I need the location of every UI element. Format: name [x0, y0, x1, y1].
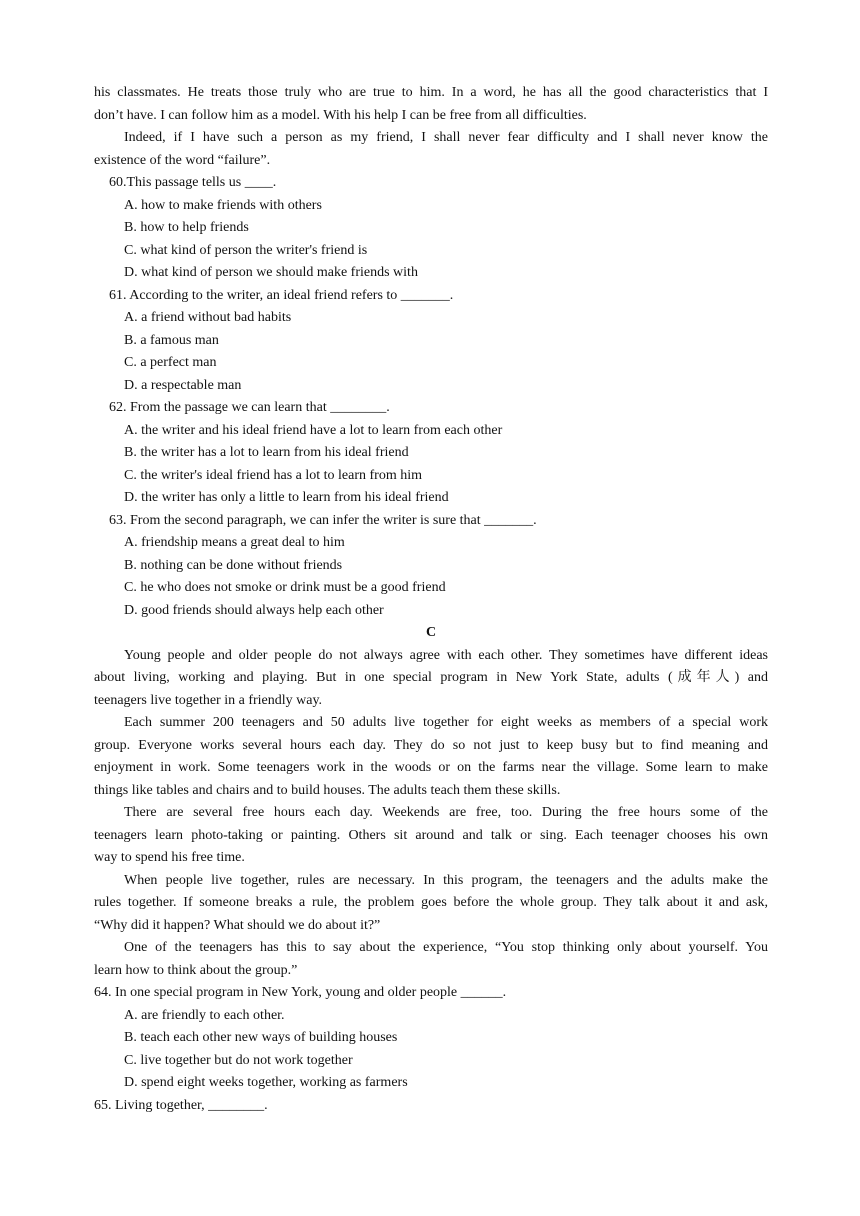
- answer-option: B. the writer has a lot to learn from his ideal friend: [124, 445, 409, 460]
- passage-line: enjoyment in work. Some teenagers work in the woods or on the farms near the village. Some learn to make: [94, 760, 768, 775]
- passage-line: existence of the word “failure”.: [94, 152, 271, 168]
- answer-option: A. how to make friends with others: [124, 197, 322, 213]
- passage-line: group. Everyone works several hours each day. They do so not just to keep busy but to find meaning and: [94, 737, 768, 753]
- answer-option: C. live together but do not work together: [124, 1052, 353, 1068]
- passage-line: Young people and older people do not always agree with each other. They sometimes have different ideas: [124, 647, 768, 663]
- answer-option: D. a respectable man: [124, 377, 242, 393]
- answer-option: A. are friendly to each other.: [124, 1007, 285, 1023]
- passage-line: his classmates. He treats those truly who are true to him. In a word, he has all the good characteristics that I: [94, 85, 768, 100]
- passage-line: things like tables and chairs and to build houses. The adults teach them these skills.: [94, 782, 561, 798]
- question-stem: 65. Living together, ________.: [94, 1097, 268, 1113]
- passage-line: There are several free hours each day. Weekends are free, too. During the free hours some of the: [124, 805, 768, 820]
- answer-option: C. the writer's ideal friend has a lot to learn from him: [124, 467, 422, 483]
- question-stem: 61. According to the writer, an ideal friend refers to _______.: [109, 287, 454, 303]
- passage-line: teenagers live together in a friendly way.: [94, 692, 323, 708]
- answer-option: C. what kind of person the writer's friend is: [124, 242, 368, 258]
- answer-option: A. the writer and his ideal friend have a lot to learn from each other: [124, 422, 503, 438]
- passage-line: way to spend his free time.: [94, 850, 245, 865]
- answer-option: D. good friends should always help each other: [124, 602, 384, 618]
- question-stem: 60.This passage tells us ____.: [109, 175, 277, 190]
- answer-option: C. a perfect man: [124, 355, 217, 370]
- passage-line: “Why did it happen? What should we do about it?”: [94, 917, 381, 933]
- question-stem: 64. In one special program in New York, young and older people ______.: [94, 985, 507, 1000]
- answer-option: D. what kind of person we should make friends with: [124, 265, 418, 280]
- passage-line: teenagers learn photo-taking or painting. Others sit around and talk or sing. Each teenager chooses his own: [94, 827, 768, 843]
- passage-line: Each summer 200 teenagers and 50 adults live together for eight weeks as members of a special work: [124, 715, 768, 730]
- answer-option: A. a friend without bad habits: [124, 310, 292, 325]
- document-page: [94, 82, 768, 1117]
- passage-line: about living, working and playing. But in one special program in New York State, adults (成年人) and: [94, 670, 768, 685]
- answer-option: B. how to help friends: [124, 220, 249, 235]
- answer-option: D. the writer has only a little to learn from his ideal friend: [124, 490, 449, 505]
- passage-line: Indeed, if I have such a person as my friend, I shall never fear difficulty and I shall never know the: [124, 130, 768, 145]
- passage-line: When people live together, rules are necessary. In this program, the teenagers and the adults make the: [124, 872, 768, 888]
- passage-line: rules together. If someone breaks a rule, the problem goes before the whole group. They talk about it and ask,: [94, 895, 768, 910]
- question-stem: 63. From the second paragraph, we can infer the writer is sure that _______.: [109, 512, 537, 528]
- answer-option: C. he who does not smoke or drink must be a good friend: [124, 580, 446, 595]
- passage-line: One of the teenagers has this to say about the experience, “You stop thinking only about yourself. You: [124, 940, 768, 955]
- question-stem: 62. From the passage we can learn that ________.: [109, 400, 390, 415]
- answer-option: B. a famous man: [124, 332, 219, 348]
- answer-option: B. teach each other new ways of building houses: [124, 1030, 398, 1045]
- passage-line: learn how to think about the group.”: [94, 962, 298, 978]
- passage-line: don’t have. I can follow him as a model. With his help I can be free from all difficulties.: [94, 107, 587, 123]
- section-heading: C: [425, 625, 437, 640]
- answer-option: B. nothing can be done without friends: [124, 557, 343, 573]
- answer-option: A. friendship means a great deal to him: [124, 535, 345, 550]
- answer-option: D. spend eight weeks together, working as farmers: [124, 1075, 408, 1090]
